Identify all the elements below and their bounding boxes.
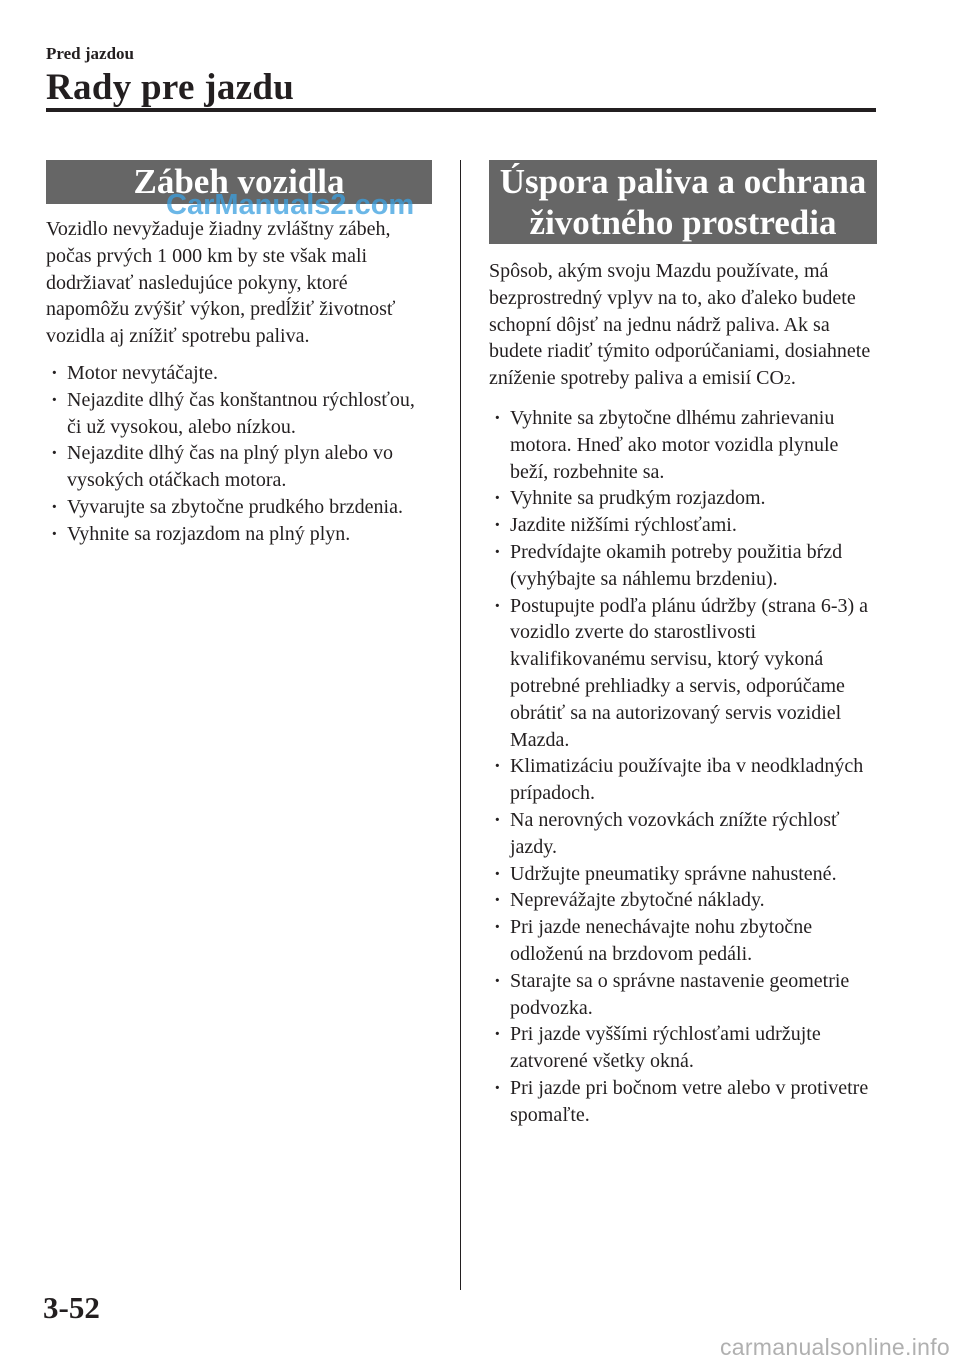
list-item: · Udržujte pneumatiky správne nahustené. xyxy=(489,861,877,888)
column-divider xyxy=(460,160,461,1290)
list-item: · Starajte sa o správne nastavenie geometrie podvozka. xyxy=(489,968,877,1022)
list-item: · Pri jazde vyššími rýchlosťami udržujte zatvorené všetky okná. xyxy=(489,1021,877,1075)
fuel-economy-list xyxy=(489,405,877,1129)
co2-subscript: 2 xyxy=(783,373,791,389)
list-item: · Klimatizáciu používajte iba v neodkladných prípadoch. xyxy=(489,753,877,807)
list-item: · Jazdite nižšími rýchlosťami. xyxy=(489,512,877,539)
list-item: · Nejazdite dlhý čas na plný plyn alebo vo vysokých otáčkach motora. xyxy=(46,440,432,494)
list-item: · Na nerovných vozovkách znížte rýchlosť jazdy. xyxy=(489,807,877,861)
list-item: · Vyhnite sa prudkým rozjazdom. xyxy=(489,485,877,512)
list-item: · Vyhnite sa rozjazdom na plný plyn. xyxy=(46,521,432,548)
fuel-economy-heading xyxy=(489,160,877,244)
intro-end: . xyxy=(790,367,796,390)
fuel-economy-intro xyxy=(489,258,877,395)
header-rule xyxy=(46,108,876,112)
chapter-label: Pred jazdou xyxy=(46,44,134,63)
right-column xyxy=(489,160,877,1129)
break-in-heading: Zábeh vozidla xyxy=(46,160,432,204)
list-item: · Pri jazde pri bočnom vetre alebo v protivetre spomaľte. xyxy=(489,1075,877,1129)
list-item: · Neprevážajte zbytočné náklady. xyxy=(489,887,877,914)
list-item: · Pri jazde nenechávajte nohu zbytočne odloženú na brzdovom pedáli. xyxy=(489,914,877,968)
list-item: · Motor nevytáčajte. xyxy=(46,360,432,387)
list-item: · Postupujte podľa plánu údržby (strana 6-3) a vozidlo zverte do starostlivosti kvalifikovanému servisu, ktorý vykoná potrebné prehliadky a servis, odporúčame obrátiť sa na autorizovaný servis vozidiel Mazda. xyxy=(489,593,877,754)
heading-line-1: Úspora paliva a ochrana xyxy=(499,162,867,201)
list-item: · Vyvarujte sa zbytočne prudkého brzdenia. xyxy=(46,494,432,521)
section-title: Rady pre jazdu xyxy=(46,67,295,108)
page-number: 3-52 xyxy=(43,1290,100,1325)
break-in-intro: Vozidlo nevyžaduje žiadny zvláštny zábeh, počas prvých 1 000 km by ste však mali dodržiavať nasledujúce pokyny, ktoré napomôžu zvýšiť výkon, predĺžiť životnosť vozidla aj znížiť spotrebu paliva. xyxy=(46,218,396,348)
heading-line-2: životného prostredia xyxy=(529,203,837,242)
page-header xyxy=(46,44,876,110)
list-item: · Predvídajte okamih potreby použitia bŕzd (vyhýbajte sa náhlemu brzdeniu). xyxy=(489,539,877,593)
break-in-list xyxy=(46,360,432,548)
footer-site-link[interactable]: carmanualsonline.info xyxy=(719,1334,950,1360)
intro-text: Spôsob, akým svoju Mazdu používate, má bezprostredný vplyv na to, ako ďaleko budete schopní dôjsť na jednu nádrž paliva. Ak sa budete riadiť týmito odporúčaniami, dosiahnete zníženie spotreby paliva a emisií CO xyxy=(489,260,871,390)
list-item: · Vyhnite sa zbytočne dlhému zahrievaniu motora. Hneď ako motor vozidla plynule beží, rozbehnite sa. xyxy=(489,405,877,485)
watermark: CarManuals2.com xyxy=(166,189,415,221)
list-item: · Nejazdite dlhý čas konštantnou rýchlosťou, či už vysokou, alebo nízkou. xyxy=(46,387,432,441)
